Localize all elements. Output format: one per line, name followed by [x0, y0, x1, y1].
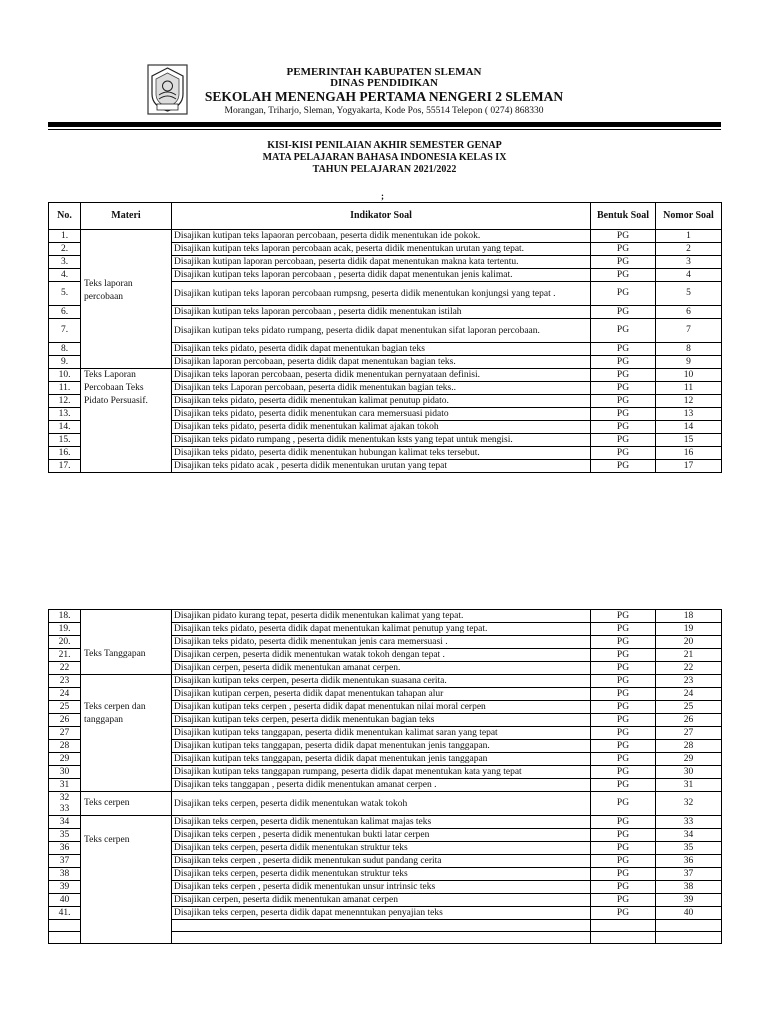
bentuk-cell: PG — [591, 855, 656, 868]
nomor-cell: 2 — [656, 243, 722, 256]
nomor-cell: 20 — [656, 636, 722, 649]
header-school-name: SEKOLAH MENENGAH PERTAMA NENGERI 2 SLEMAN — [204, 89, 564, 104]
bentuk-cell: PG — [591, 779, 656, 792]
bentuk-cell — [591, 920, 656, 932]
bentuk-cell: PG — [591, 907, 656, 920]
grid-table-part-2 — [48, 609, 722, 944]
col-materi: Materi — [81, 203, 172, 230]
bentuk-cell: PG — [591, 740, 656, 753]
nomor-cell: 13 — [656, 408, 722, 421]
indikator-cell: Disajikan kutipan teks laporan percobaan rumpsng, peserta didik menentukan konjungsi yang tepat . — [172, 282, 591, 306]
row-number: 20. — [49, 636, 81, 649]
row-number: 13. — [49, 408, 81, 421]
bentuk-cell: PG — [591, 343, 656, 356]
nomor-cell: 27 — [656, 727, 722, 740]
row-number: 9. — [49, 356, 81, 369]
nomor-cell: 8 — [656, 343, 722, 356]
bentuk-cell: PG — [591, 408, 656, 421]
bentuk-cell: PG — [591, 829, 656, 842]
indikator-cell: Disajikan teks cerpen, peserta didik dapat menenntukan penyajian teks — [172, 907, 591, 920]
bentuk-cell: PG — [591, 792, 656, 816]
nomor-cell — [656, 920, 722, 932]
nomor-cell: 4 — [656, 269, 722, 282]
row-number: 29 — [49, 753, 81, 766]
col-no: No. — [49, 203, 81, 230]
indikator-cell: Disajikan cerpen, peserta didik menentukan amanat cerpen — [172, 894, 591, 907]
indikator-cell: Disajikan teks pidato, peserta didik dapat menentukan bagian teks — [172, 343, 591, 356]
indikator-cell: Disajikan laporan percobaan, peserta didik dapat menentukan bagian teks. — [172, 356, 591, 369]
bentuk-cell: PG — [591, 766, 656, 779]
indikator-cell: Disajikan teks pidato, peserta didik dapat menentukan kalimat penutup yang tepat. — [172, 623, 591, 636]
bentuk-cell: PG — [591, 269, 656, 282]
nomor-cell: 18 — [656, 610, 722, 623]
bentuk-cell: PG — [591, 636, 656, 649]
row-number: 38 — [49, 868, 81, 881]
indikator-cell — [172, 920, 591, 932]
header-department: DINAS PENDIDIKAN — [330, 77, 438, 89]
indikator-cell: Disajikan teks cerpen, peserta didik menentukan kalimat majas teks — [172, 816, 591, 829]
nomor-cell: 39 — [656, 894, 722, 907]
row-number: 26 — [49, 714, 81, 727]
nomor-cell: 40 — [656, 907, 722, 920]
indikator-cell: Disajikan teks pidato, peserta didik menentukan cara memersuasi pidato — [172, 408, 591, 421]
row-number: 15. — [49, 434, 81, 447]
row-number: 6. — [49, 306, 81, 319]
row-number: 12. — [49, 395, 81, 408]
indikator-cell: Disajikan kutipan teks laporan percobaan acak, peserta didik menentukan urutan yang tepat. — [172, 243, 591, 256]
indikator-cell: Disajikan kutipan teks laporan percobaan , peserta didik dapat menentukan jenis kalimat. — [172, 269, 591, 282]
sleman-regency-emblem — [147, 64, 188, 115]
bentuk-cell: PG — [591, 727, 656, 740]
indikator-cell: Disajikan teks pidato acak , peserta didik menentukan urutan yang tepat — [172, 460, 591, 473]
nomor-cell: 21 — [656, 649, 722, 662]
bentuk-cell: PG — [591, 460, 656, 473]
header-rule-thick — [48, 122, 721, 127]
row-number: 17. — [49, 460, 81, 473]
bentuk-cell: PG — [591, 894, 656, 907]
indikator-cell: Disajikan kutipan teks cerpen, peserta didik menentukan suasana cerita. — [172, 675, 591, 688]
indikator-cell: Disajikan teks cerpen, peserta didik menentukan struktur teks — [172, 868, 591, 881]
bentuk-cell: PG — [591, 282, 656, 306]
nomor-cell: 14 — [656, 421, 722, 434]
indikator-cell: Disajikan kutipan teks tanggapan rumpang, peserta didik dapat menentukan kata yang tepat — [172, 766, 591, 779]
nomor-cell: 17 — [656, 460, 722, 473]
nomor-cell: 37 — [656, 868, 722, 881]
nomor-cell: 29 — [656, 753, 722, 766]
indikator-cell: Disajikan kutipan teks cerpen, peserta didik menentukan bagian teks — [172, 714, 591, 727]
header-government: PEMERINTAH KABUPATEN SLEMAN — [286, 66, 482, 78]
table-row — [49, 816, 722, 829]
bentuk-cell: PG — [591, 881, 656, 894]
nomor-cell: 10 — [656, 369, 722, 382]
nomor-cell: 9 — [656, 356, 722, 369]
bentuk-cell — [591, 932, 656, 944]
row-number: 35 — [49, 829, 81, 842]
table-row — [49, 675, 722, 688]
indikator-cell: Disajikan kutipan teks cerpen , peserta didik dapat menentukan nilai moral cerpen — [172, 701, 591, 714]
row-number: 41. — [49, 907, 81, 920]
row-number: 10. — [49, 369, 81, 382]
bentuk-cell: PG — [591, 816, 656, 829]
nomor-cell: 15 — [656, 434, 722, 447]
row-number: 5. — [49, 282, 81, 306]
bentuk-cell: PG — [591, 688, 656, 701]
nomor-cell — [656, 932, 722, 944]
indikator-cell: Disajikan kutipan teks pidato rumpang, peserta didik dapat menentukan sifat laporan percobaan. — [172, 319, 591, 343]
row-number: 21. — [49, 649, 81, 662]
bentuk-cell: PG — [591, 610, 656, 623]
row-number: 7. — [49, 319, 81, 343]
nomor-cell: 12 — [656, 395, 722, 408]
nomor-cell: 36 — [656, 855, 722, 868]
bentuk-cell: PG — [591, 382, 656, 395]
bentuk-cell: PG — [591, 434, 656, 447]
nomor-cell: 24 — [656, 688, 722, 701]
row-number — [49, 932, 81, 944]
bentuk-cell: PG — [591, 649, 656, 662]
nomor-cell: 30 — [656, 766, 722, 779]
indikator-cell: Disajikan kutipan laporan percobaan, peserta didik dapat menentukan makna kata tertentu. — [172, 256, 591, 269]
indikator-cell: Disajikan teks cerpen, peserta didik menentukan watak tokoh — [172, 792, 591, 816]
col-indikator: Indikator Soal — [172, 203, 591, 230]
row-number: 14. — [49, 421, 81, 434]
bentuk-cell: PG — [591, 395, 656, 408]
bentuk-cell: PG — [591, 243, 656, 256]
indikator-cell: Disajikan teks pidato, peserta didik menentukan kalimat penutup pidato. — [172, 395, 591, 408]
materi-cell: Teks Tanggapan — [81, 610, 172, 675]
indikator-cell: Disajikan teks laporan percobaan, peserta didik menentukan pernyataan definisi. — [172, 369, 591, 382]
indikator-cell: Disajikan cerpen, peserta didik menentukan watak tokoh dengan tepat . — [172, 649, 591, 662]
nomor-cell: 19 — [656, 623, 722, 636]
bentuk-cell: PG — [591, 306, 656, 319]
doc-year: TAHUN PELAJARAN 2021/2022 — [312, 164, 457, 175]
col-nomor: Nomor Soal — [656, 203, 722, 230]
indikator-cell: Disajikan teks Laporan percobaan, peserta didik menentukan bagian teks.. — [172, 382, 591, 395]
bentuk-cell: PG — [591, 319, 656, 343]
nomor-cell: 22 — [656, 662, 722, 675]
table-row — [49, 369, 722, 382]
header-address: Morangan, Triharjo, Sleman, Yogyakarta, Kode Pos, 55514 Telepon ( 0274) 868330 — [224, 106, 544, 116]
row-number: 16. — [49, 447, 81, 460]
nomor-cell: 34 — [656, 829, 722, 842]
indikator-cell: Disajikan kutipan teks tanggapan, peserta didik dapat menentukan jenis tanggapan. — [172, 740, 591, 753]
bentuk-cell: PG — [591, 447, 656, 460]
bentuk-cell: PG — [591, 421, 656, 434]
row-number: 23 — [49, 675, 81, 688]
nomor-cell: 1 — [656, 230, 722, 243]
bentuk-cell: PG — [591, 714, 656, 727]
table-row — [49, 230, 722, 243]
bentuk-cell: PG — [591, 256, 656, 269]
bentuk-cell: PG — [591, 868, 656, 881]
bentuk-cell: PG — [591, 701, 656, 714]
nomor-cell: 6 — [656, 306, 722, 319]
nomor-cell: 38 — [656, 881, 722, 894]
bentuk-cell: PG — [591, 662, 656, 675]
nomor-cell: 32 — [656, 792, 722, 816]
row-number: 3. — [49, 256, 81, 269]
indikator-cell: Disajikan teks cerpen , peserta didik menentukan sudut pandang cerita — [172, 855, 591, 868]
table-row — [49, 610, 722, 623]
indikator-cell: Disajikan teks cerpen, peserta didik menentukan struktur teks — [172, 842, 591, 855]
bentuk-cell: PG — [591, 675, 656, 688]
indikator-cell: Disajikan kutipan teks tanggapan, peserta didik dapat menentukan jenis tanggapan — [172, 753, 591, 766]
indikator-cell — [172, 932, 591, 944]
row-number: 39 — [49, 881, 81, 894]
nomor-cell: 11 — [656, 382, 722, 395]
table-header-row — [49, 203, 722, 230]
row-number: 8. — [49, 343, 81, 356]
materi-cell: Teks cerpen dan tanggapan — [81, 675, 172, 792]
nomor-cell: 5 — [656, 282, 722, 306]
row-number: 34 — [49, 816, 81, 829]
nomor-cell: 28 — [656, 740, 722, 753]
row-number: 2. — [49, 243, 81, 256]
nomor-cell: 16 — [656, 447, 722, 460]
table-body-part-2 — [49, 610, 722, 944]
row-number: 37 — [49, 855, 81, 868]
nomor-cell: 26 — [656, 714, 722, 727]
bentuk-cell: PG — [591, 356, 656, 369]
row-number: 24 — [49, 688, 81, 701]
row-number: 18. — [49, 610, 81, 623]
header-rule-thin — [48, 129, 721, 130]
table-body-part-1 — [49, 230, 722, 473]
materi-cell: Teks Laporan Percobaan Teks Pidato Persuasif. — [81, 369, 172, 473]
indikator-cell: Disajikan kutipan teks tanggapan, peserta didik menentukan kalimat saran yang tepat — [172, 727, 591, 740]
doc-title: KISI-KISI PENILAIAN AKHIR SEMESTER GENAP — [267, 140, 502, 151]
indikator-cell: Disajikan teks pidato rumpang , peserta didik menentukan ksts yang tepat untuk mengisi. — [172, 434, 591, 447]
nomor-cell: 33 — [656, 816, 722, 829]
table-row — [49, 792, 722, 816]
row-number: 27 — [49, 727, 81, 740]
indikator-cell: Disajikan kutipan cerpen, peserta didik dapat menentukan tahapan alur — [172, 688, 591, 701]
materi-cell: Teks cerpen — [81, 816, 172, 944]
bentuk-cell: PG — [591, 369, 656, 382]
row-number: 36 — [49, 842, 81, 855]
row-number: 30 — [49, 766, 81, 779]
bentuk-cell: PG — [591, 230, 656, 243]
indikator-cell: Disajikan pidato kurang tepat, peserta didik menentukan kalimat yang tepat. — [172, 610, 591, 623]
stray-mark: ; — [381, 191, 384, 201]
row-number: 4. — [49, 269, 81, 282]
row-number: 22 — [49, 662, 81, 675]
indikator-cell: Disajikan teks pidato, peserta didik menentukan hubungan kalimat teks tersebut. — [172, 447, 591, 460]
indikator-cell: Disajikan teks pidato, peserta didik menentukan kalimat ajakan tokoh — [172, 421, 591, 434]
nomor-cell: 3 — [656, 256, 722, 269]
row-number — [49, 920, 81, 932]
bentuk-cell: PG — [591, 623, 656, 636]
indikator-cell: Disajikan teks pidato, peserta didik menentukan jenis cara memersuasi . — [172, 636, 591, 649]
indikator-cell: Disajikan cerpen, peserta didik menentukan amanat cerpen. — [172, 662, 591, 675]
doc-subject: MATA PELAJARAN BAHASA INDONESIA KELAS IX — [262, 152, 507, 163]
row-number: 19. — [49, 623, 81, 636]
row-number: 31 — [49, 779, 81, 792]
indikator-cell: Disajikan kutipan teks laporan percobaan , peserta didik menentukan istilah — [172, 306, 591, 319]
nomor-cell: 7 — [656, 319, 722, 343]
materi-cell: Teks laporan percobaan — [81, 230, 172, 369]
indikator-cell: Disajikan teks tanggapan , peserta didik menentukan amanat cerpen . — [172, 779, 591, 792]
materi-cell: Teks cerpen — [81, 792, 172, 816]
grid-table-part-1 — [48, 202, 722, 473]
nomor-cell: 35 — [656, 842, 722, 855]
nomor-cell: 25 — [656, 701, 722, 714]
bentuk-cell: PG — [591, 842, 656, 855]
indikator-cell: Disajikan teks cerpen , peserta didik menentukan unsur intrinsic teks — [172, 881, 591, 894]
row-number: 25 — [49, 701, 81, 714]
row-number: 11. — [49, 382, 81, 395]
row-number: 1. — [49, 230, 81, 243]
col-bentuk: Bentuk Soal — [591, 203, 656, 230]
nomor-cell: 31 — [656, 779, 722, 792]
row-number: 32 33 — [49, 792, 81, 816]
indikator-cell: Disajikan kutipan teks lapaoran percobaan, peserta didik menentukan ide pokok. — [172, 230, 591, 243]
nomor-cell: 23 — [656, 675, 722, 688]
indikator-cell: Disajikan teks cerpen , peserta didik menentukan bukti latar cerpen — [172, 829, 591, 842]
row-number: 28 — [49, 740, 81, 753]
row-number: 40 — [49, 894, 81, 907]
bentuk-cell: PG — [591, 753, 656, 766]
